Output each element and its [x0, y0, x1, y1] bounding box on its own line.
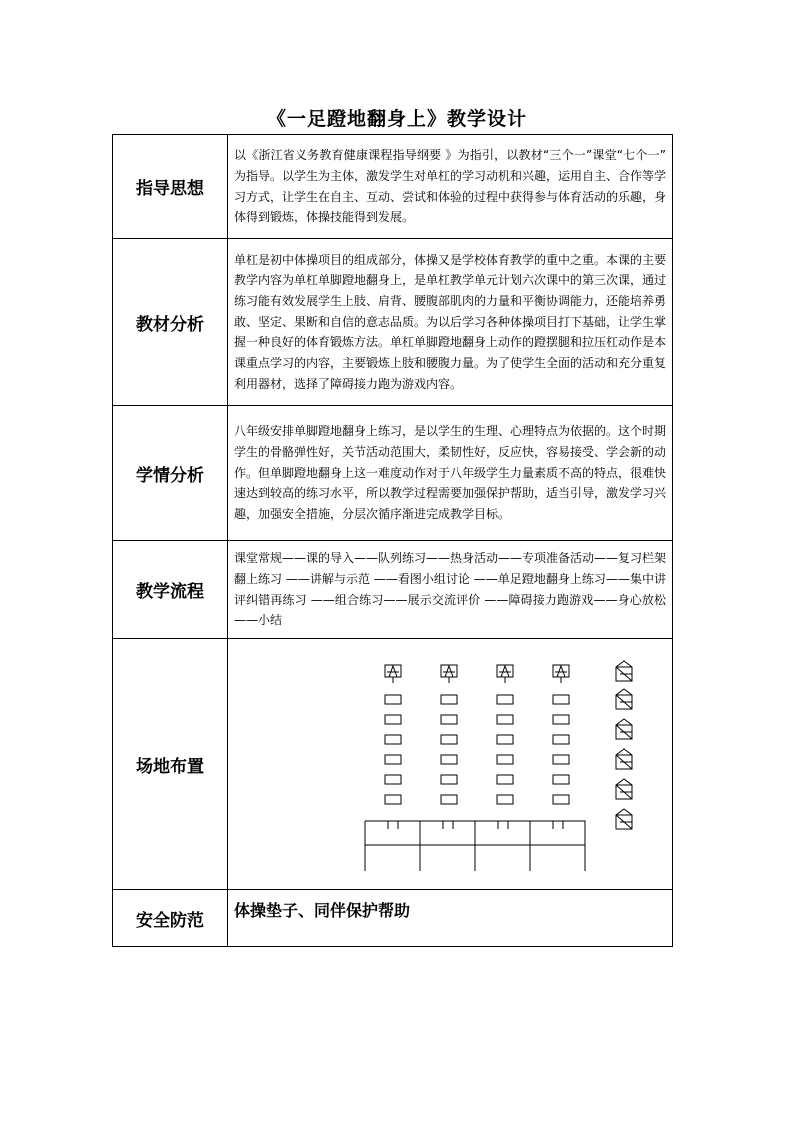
venue-diagram-cell [228, 639, 673, 890]
hurdle-column [616, 661, 632, 829]
mat-column [385, 695, 401, 804]
mat-column [441, 695, 457, 804]
text-guiding-ideology: 以《浙江省义务教育健康课程指导纲要 》为指引，以教材“三个一”课堂“七个一” 为指导。以学生为主体，激发学生对单杠的学习动机和兴趣，运用自主、合作等学习方式，让学生在自主、互动、尝试和体验的过程中获得参与体育活动的乐趣，身体得到锻炼，体操技能得到发展。 [228, 135, 673, 239]
text-safety: 体操垫子、同伴保护帮助 [228, 890, 673, 947]
mat-column [497, 695, 513, 804]
mat-column [553, 695, 569, 804]
row-teaching-process [113, 541, 673, 639]
document-title: 《一足蹬地翻身上》教学设计 [266, 108, 527, 130]
label-material-analysis: 教材分析 [113, 239, 228, 406]
row-venue-layout [113, 639, 673, 890]
horizontal-bar-frame [365, 821, 585, 871]
lesson-plan-table [112, 134, 673, 947]
label-safety: 安全防范 [113, 890, 228, 947]
row-material-analysis [113, 239, 673, 406]
row-safety [113, 890, 673, 947]
label-student-analysis: 学情分析 [113, 406, 228, 541]
bar-stand-icon [497, 665, 513, 683]
row-guiding-ideology [113, 135, 673, 239]
bar-stand-icon [553, 665, 569, 683]
bar-stand-icon [441, 665, 457, 683]
label-venue-layout: 场地布置 [113, 639, 228, 890]
row-student-analysis [113, 406, 673, 541]
venue-layout-diagram [228, 639, 674, 889]
text-material-analysis: 单杠是初中体操项目的组成部分，体操又是学校体育教学的重中之重。本课的主要教学内容为单杠单脚蹬地翻身上，是单杠教学单元计划六次课中的第三次课，通过练习能有效发展学生上肢、肩背、腰腹部肌肉的力量和平衡协调能力，还能培养勇敢、坚定、果断和自信的意志品质。为以后学习各种体操项目打下基础，让学生掌握一种良好的体育锻炼方法。单杠单脚蹬地翻身上动作的蹬摆腿和拉压杠动作是本课重点学习的内容，主要锻炼上肢和腰腹力量。为了使学生全面的活动和充分重复利用器材，选择了障碍接力跑为游戏内容。 [228, 239, 673, 406]
label-teaching-process: 教学流程 [113, 541, 228, 639]
bar-stand-icon [385, 665, 401, 683]
text-student-analysis: 八年级安排单脚蹬地翻身上练习，是以学生的生理、心理特点为依据的。这个时期学生的骨骼弹性好，关节活动范围大，柔韧性好，反应快，容易接受、学会新的动作。但单脚蹬地翻身上这一难度动作对于八年级学生力量素质不高的特点，很难快速达到较高的练习水平，所以教学过程需要加强保护帮助，适当引导，激发学习兴趣，加强安全措施，分层次循序渐进完成教学目标。 [228, 406, 673, 541]
text-teaching-process: 课堂常规——课的导入——队列练习——热身活动——专项准备活动——复习栏架翻上练习 ——讲解与示范 ——看图小组讨论 ——单足蹬地翻身上练习——集中讲评纠错再练习 ——组合练习——展示交流评价 ——障碍接力跑游戏——身心放松——小结 [228, 541, 673, 639]
label-guiding-ideology: 指导思想 [113, 135, 228, 239]
